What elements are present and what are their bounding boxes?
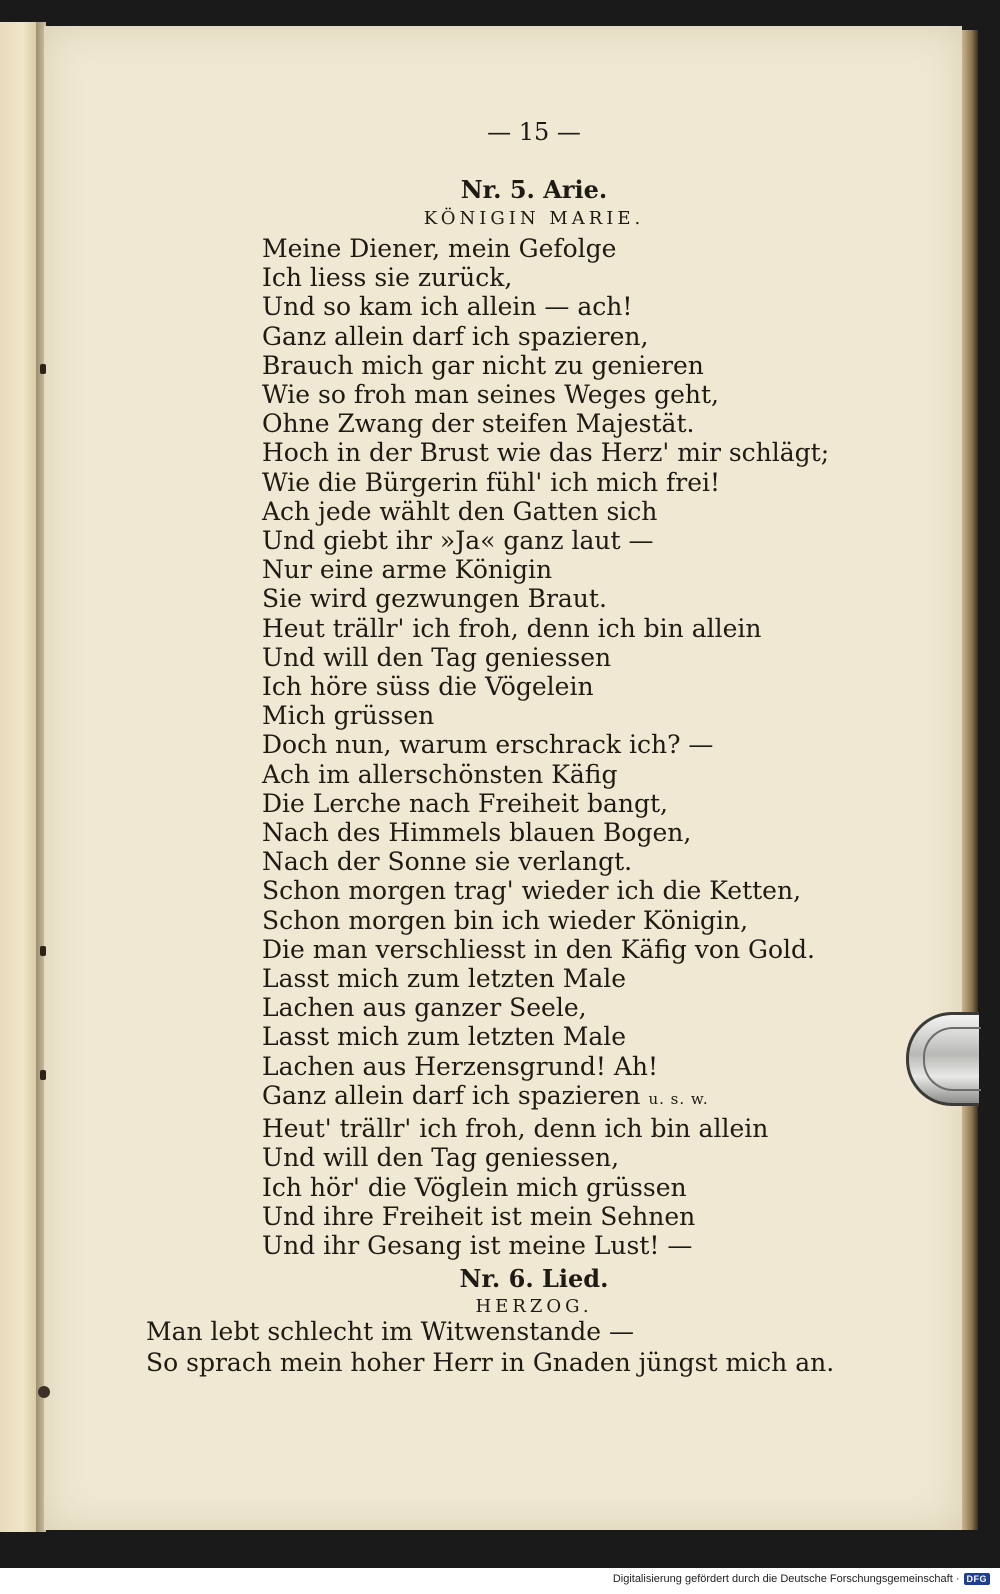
verse-line: Sie wird gezwungen Braut.	[262, 584, 607, 614]
verse-line: Brauch mich gar nicht zu genieren	[262, 350, 704, 380]
verse-line: Ich hör' die Vöglein mich grüssen	[262, 1172, 687, 1202]
verse-line: Ohne Zwang der steifen Majestät.	[262, 409, 695, 439]
verse-line: Meine Diener, mein Gefolge	[262, 234, 617, 263]
verse-line: Heut trällr' ich froh, denn ich bin allein	[262, 613, 762, 643]
verse-line: Lasst mich zum letzten Male	[262, 964, 627, 994]
binding-pin-icon	[40, 946, 46, 956]
usw-abbreviation: u. s. w.	[648, 1089, 709, 1108]
verse-line-with-usw	[262, 1081, 829, 1114]
verse-line: Und giebt ihr »Ja« ganz laut —	[262, 526, 654, 556]
verse-line: Die man verschliesst in den Käfig von Gold.	[262, 934, 815, 964]
verse-line: Mich grüssen	[262, 701, 435, 731]
verse-line: Lasst mich zum letzten Male	[262, 1022, 627, 1052]
verse-line: Und will den Tag geniessen,	[262, 1143, 620, 1173]
verse-line: Schon morgen bin ich wieder Königin,	[262, 905, 749, 935]
verse-line: Nach der Sonne sie verlangt.	[262, 847, 633, 877]
verse-line: Ganz allein darf ich spazieren,	[262, 321, 649, 351]
verse-line-text: Ganz allein darf ich spazieren	[262, 1080, 641, 1110]
page-number: — 15 —	[487, 118, 581, 146]
verse-line: Doch nun, warum erschrack ich? —	[262, 730, 714, 760]
verse-line: Hoch in der Brust wie das Herz' mir schlägt;	[262, 438, 830, 468]
verse-line: Ach im allerschönsten Käfig	[262, 759, 618, 789]
section-heading-aria: Nr. 5. Arie.	[460, 175, 608, 204]
verse-line: Und ihre Freiheit ist mein Sehnen	[262, 1201, 696, 1231]
text-line: Man lebt schlecht im Witwenstande —	[146, 1317, 635, 1346]
speaker-name: KÖNIGIN MARIE.	[423, 208, 645, 229]
credit-text: Digitalisierung gefördert durch die Deutsche Forschungsgemeinschaft ·	[612, 1573, 960, 1585]
text-line: So sprach mein hoher Herr in Gnaden jüngst mich an.	[146, 1348, 835, 1377]
verse-line: Ach jede wählt den Gatten sich	[262, 496, 658, 526]
verse-line: Heut' trällr' ich froh, denn ich bin allein	[262, 1114, 769, 1144]
verse-line: Wie die Bürgerin fühl' ich mich frei!	[262, 467, 721, 497]
verse-line: Nach des Himmels blauen Bogen,	[262, 818, 692, 848]
section-heading-lied: Nr. 6. Lied.	[459, 1264, 609, 1293]
verse-line: Und ihr Gesang ist meine Lust! —	[262, 1230, 693, 1260]
verse-line: Und so kam ich allein — ach!	[262, 292, 633, 322]
verse-line: Wie so froh man seines Weges geht,	[262, 380, 719, 410]
digitization-credit	[613, 1573, 990, 1585]
verse-line: Die Lerche nach Freiheit bangt,	[262, 788, 669, 818]
verse-line: Lachen aus ganzer Seele,	[262, 993, 587, 1023]
aria-verse	[262, 234, 829, 1260]
verse-line: Ich höre süss die Vögelein	[262, 672, 594, 702]
verse-line: Schon morgen trag' wieder ich die Ketten,	[262, 876, 802, 906]
verse-line: Nur eine arme Königin	[262, 555, 553, 585]
verse-line: Ich liess sie zurück,	[262, 263, 513, 293]
binding-ring-icon	[38, 1386, 50, 1398]
binding-pin-icon	[40, 364, 46, 374]
verse-line: Lachen aus Herzensgrund! Ah!	[262, 1051, 659, 1081]
binding-pin-icon	[40, 1070, 46, 1080]
dfg-logo-icon: DFG	[964, 1573, 991, 1585]
lied-text	[146, 1316, 834, 1378]
verse-line: Und will den Tag geniessen	[262, 642, 612, 672]
speaker-name: HERZOG.	[475, 1296, 593, 1317]
